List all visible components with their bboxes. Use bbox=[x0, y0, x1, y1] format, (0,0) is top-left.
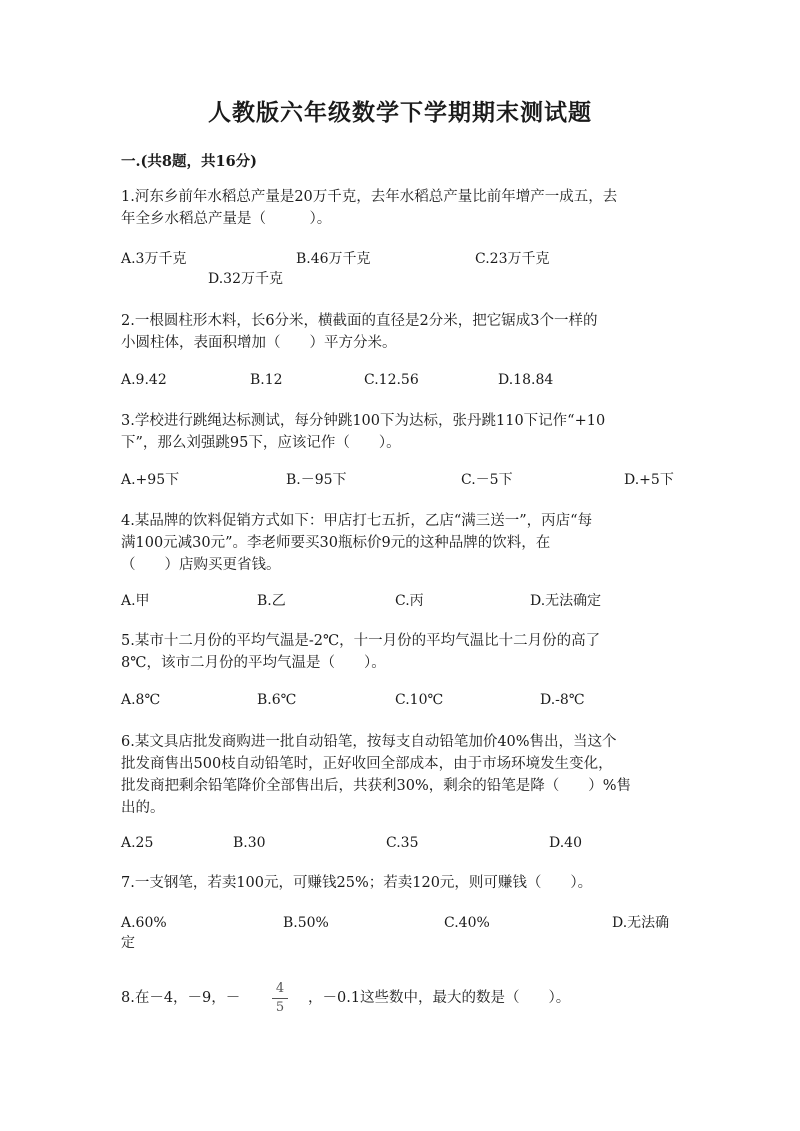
option-a: A.+95下 bbox=[121, 472, 180, 488]
option-b: B.46万千克 bbox=[296, 251, 371, 267]
question-line: 满100元减30元”。李老师要买30瓶标价9元的这种品牌的饮料，在 bbox=[121, 535, 551, 551]
option-a: A.8℃ bbox=[121, 692, 161, 708]
option-b: B.50% bbox=[283, 915, 329, 931]
option-c: C.23万千克 bbox=[475, 251, 550, 267]
question-line: 8℃，该市二月份的平均气温是（ ）。 bbox=[121, 655, 386, 671]
question-line: 5.某市十二月份的平均气温是-2℃，十一月份的平均气温比十二月份的高了 bbox=[121, 633, 601, 649]
question-8-part1: 8.在－4，－9，－ bbox=[121, 990, 241, 1006]
option-a: A.9.42 bbox=[121, 372, 167, 388]
option-d: D.无法确定 bbox=[530, 593, 602, 609]
fraction-denominator: 5 bbox=[275, 1000, 285, 1015]
option-d-continued: 定 bbox=[121, 935, 135, 951]
option-b: B.30 bbox=[233, 835, 266, 851]
question-line: 1.河东乡前年水稻总产量是20万千克，去年水稻总产量比前年增产一成五，去 bbox=[121, 189, 618, 205]
question-line: 2.一根圆柱形木料，长6分米，横截面的直径是2分米，把它锯成3个一样的 bbox=[121, 313, 598, 329]
fraction-numerator: 4 bbox=[275, 981, 285, 996]
question-line: 批发商售出500枝自动铅笔时，正好收回全部成本，由于市场环境发生变化， bbox=[121, 756, 613, 772]
option-a: A.60% bbox=[121, 915, 167, 931]
option-c: C.35 bbox=[386, 835, 419, 851]
option-d: D.40 bbox=[549, 835, 582, 851]
option-b: B.6℃ bbox=[257, 692, 297, 708]
question-3 bbox=[121, 410, 687, 454]
option-c: C.40% bbox=[444, 915, 490, 931]
question-line: 4.某品牌的饮料促销方式如下：甲店打七五折，乙店“满三送一”，丙店“每 bbox=[121, 513, 593, 529]
option-d: D.无法确 bbox=[612, 915, 670, 931]
option-a: A.25 bbox=[121, 835, 154, 851]
option-c: C.10℃ bbox=[395, 692, 444, 708]
option-d: D.18.84 bbox=[498, 372, 554, 388]
question-6 bbox=[121, 731, 687, 819]
option-c: C.12.56 bbox=[364, 372, 419, 388]
question-line: 批发商把剩余铅笔降价全部售出后，共获利30%，剩余的铅笔是降（ ）%售 bbox=[121, 778, 632, 794]
question-line: 7.一支钢笔，若卖100元，可赚钱25%；若卖120元，则可赚钱（ ）。 bbox=[121, 875, 593, 891]
section-heading: 一.(共8题，共16分) bbox=[121, 153, 258, 170]
question-line: 3.学校进行跳绳达标测试，每分钟跳100下为达标，张丹跳110下记作“+10 bbox=[121, 413, 606, 429]
option-c: C.丙 bbox=[395, 593, 424, 609]
question-2 bbox=[121, 310, 687, 354]
question-line: 小圆柱体，表面积增加（ ）平方分米。 bbox=[121, 335, 397, 351]
question-7 bbox=[121, 872, 687, 894]
option-a: A.甲 bbox=[121, 593, 150, 609]
fraction bbox=[272, 981, 288, 1016]
page-title: 人教版六年级数学下学期期末测试题 bbox=[208, 99, 592, 126]
question-line: 6.某文具店批发商购进一批自动铅笔，按每支自动铅笔加价40%售出，当这个 bbox=[121, 734, 617, 750]
option-b: B.12 bbox=[250, 372, 283, 388]
option-b: B.－95下 bbox=[286, 472, 347, 488]
question-line: （ ）店购买更省钱。 bbox=[121, 557, 281, 573]
option-d: D.-8℃ bbox=[540, 692, 585, 708]
question-4 bbox=[121, 510, 687, 576]
question-line: 出的。 bbox=[121, 800, 165, 816]
question-5 bbox=[121, 630, 687, 674]
question-line: 下”，那么刘强跳95下，应该记作（ ）。 bbox=[121, 435, 401, 451]
option-a: A.3万千克 bbox=[121, 251, 187, 267]
question-line: 年全乡水稻总产量是（ ）。 bbox=[121, 211, 332, 227]
question-8-part2: ，－0.1这些数中，最大的数是（ ）。 bbox=[308, 990, 571, 1006]
fraction-bar bbox=[272, 998, 288, 999]
option-d: D.32万千克 bbox=[208, 271, 283, 287]
option-b: B.乙 bbox=[257, 593, 286, 609]
option-c: C.－5下 bbox=[461, 472, 513, 488]
question-1 bbox=[121, 186, 687, 230]
option-d: D.+5下 bbox=[624, 472, 674, 488]
